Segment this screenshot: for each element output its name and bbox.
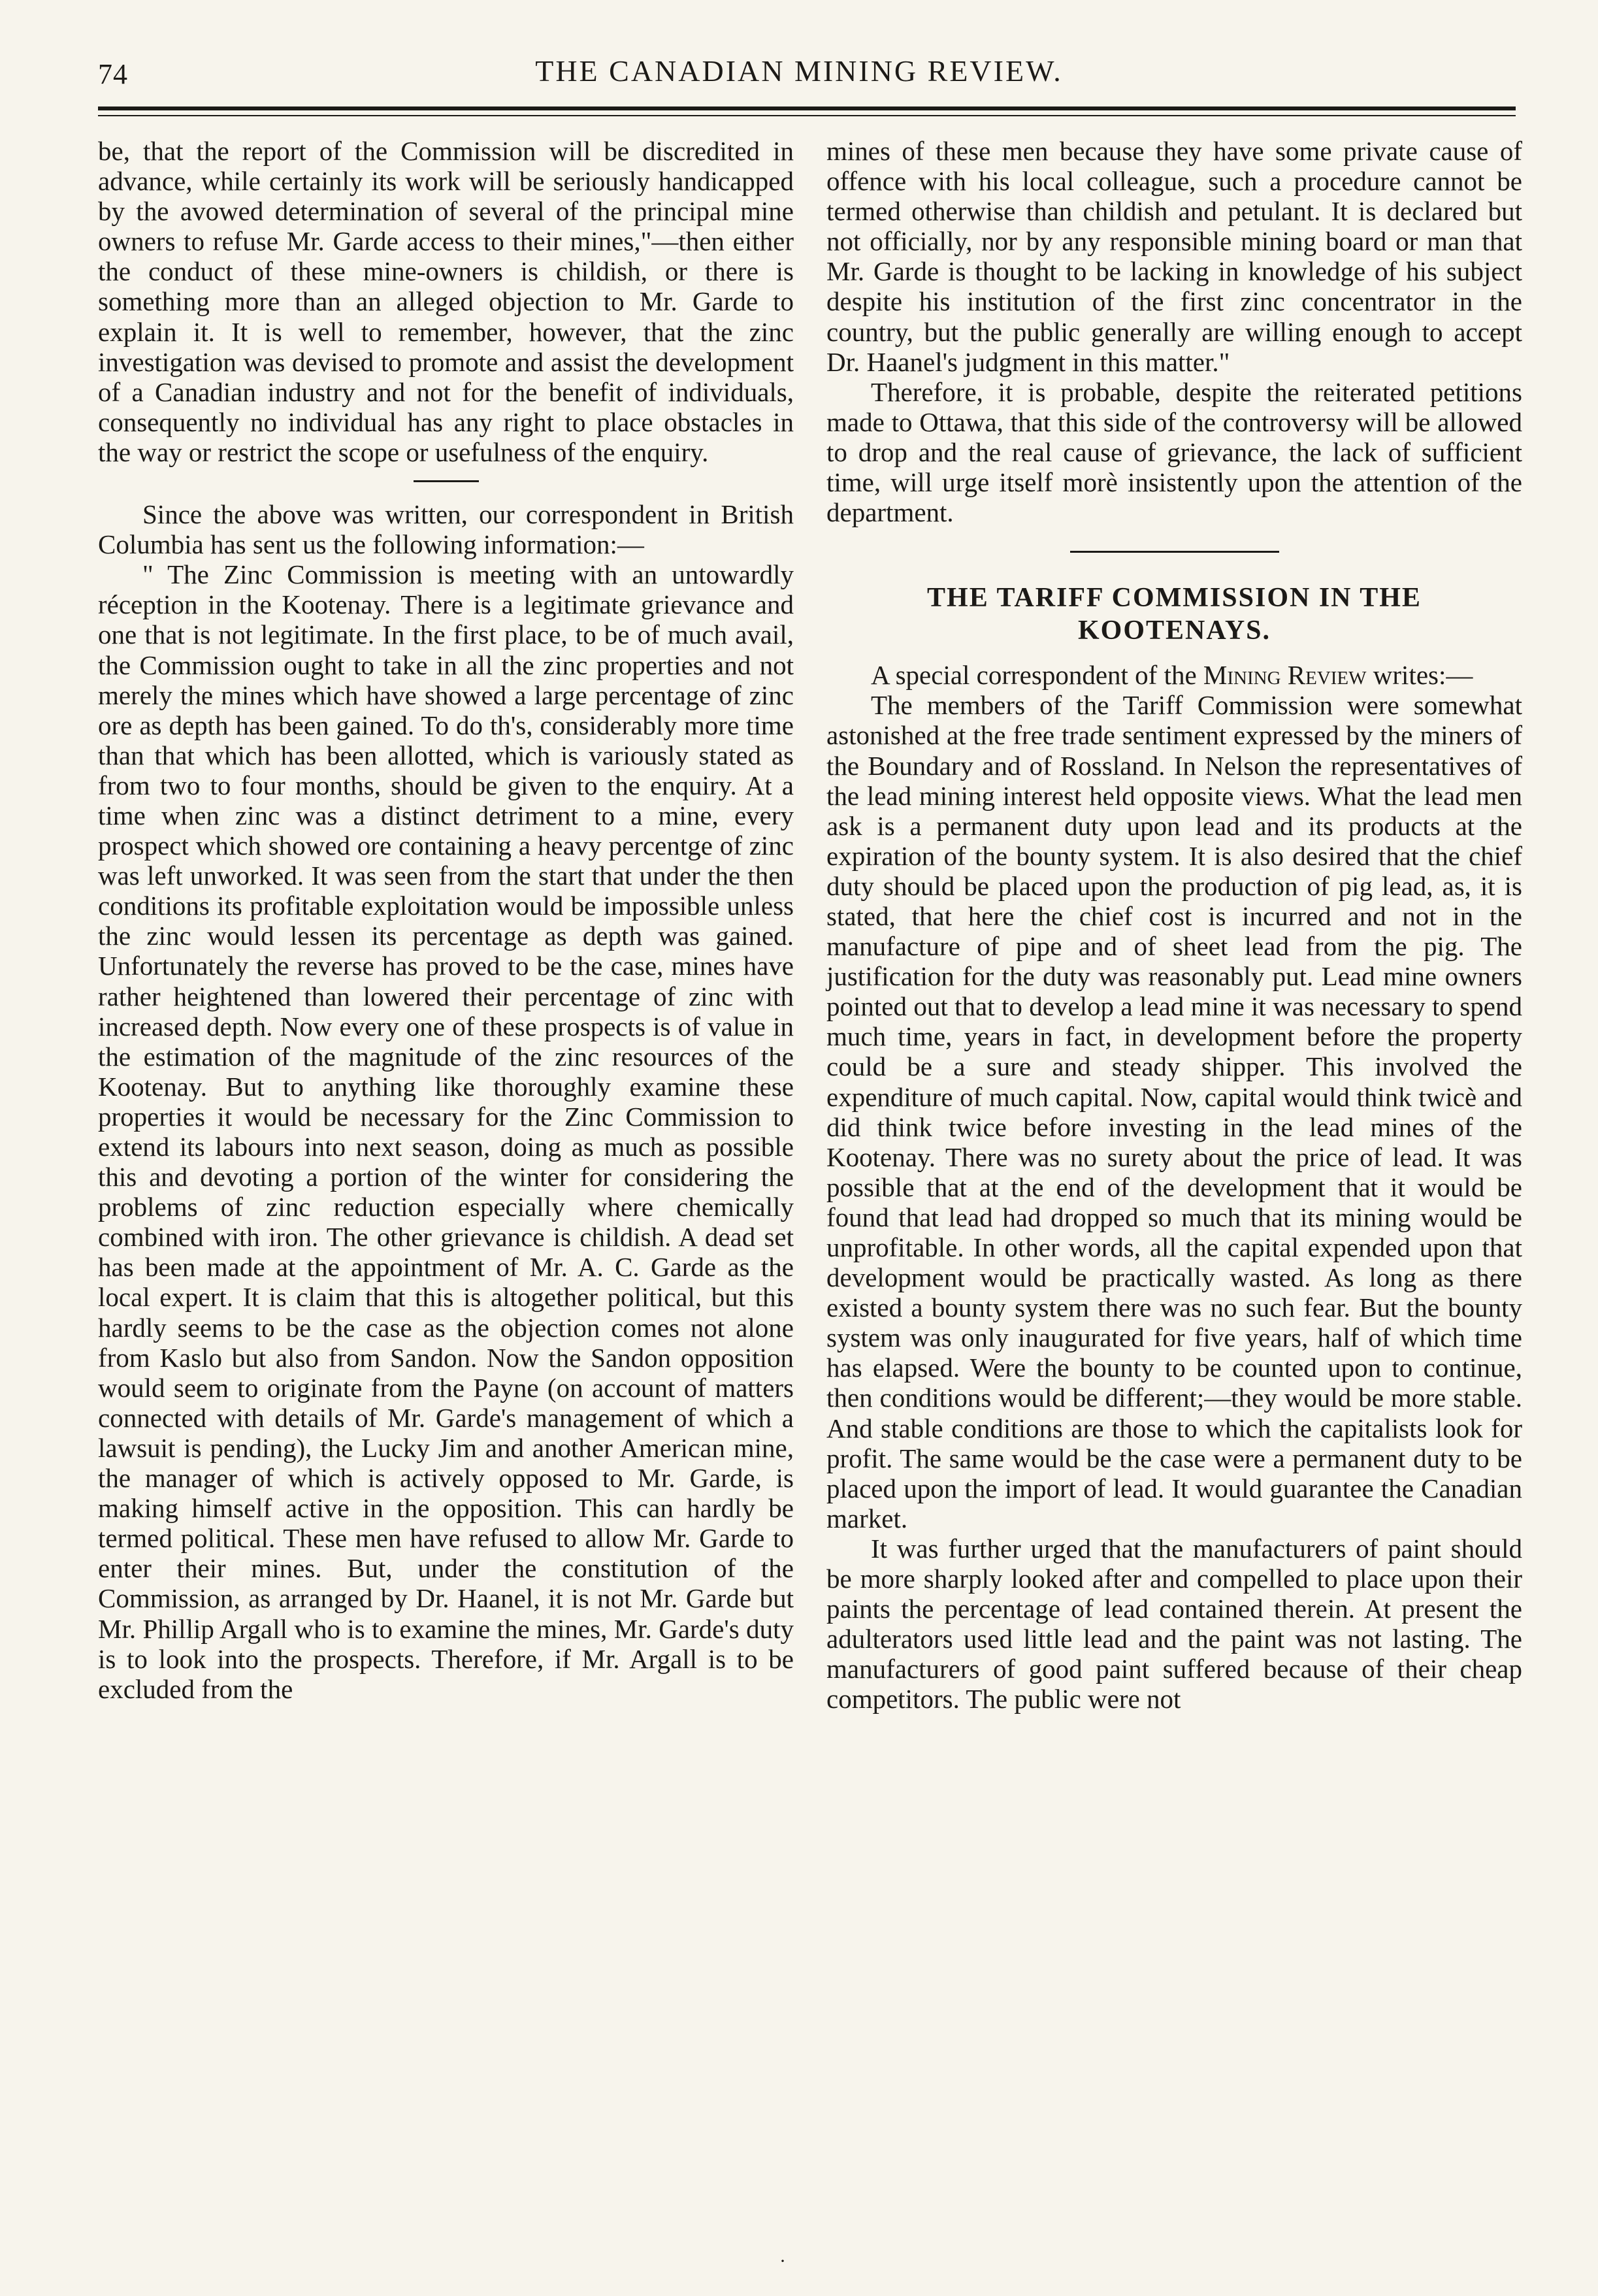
- right-column: [826, 136, 1522, 1714]
- byline-post: writes:—: [1366, 660, 1473, 691]
- article-heading-line-2: KOOTENAYS.: [1077, 615, 1271, 646]
- right-paragraph-5: It was further urged that the manufacturers of paint should be more sharply looked after and compelled to place upon their paints the percentage of lead contained therein. At present the adulterators used little lead and the paint was not lasting. The manufacturers of good paint suffered because of their cheap competitors. The public were not: [826, 1533, 1522, 1714]
- byline-paragraph: [826, 660, 1522, 690]
- article-heading: [826, 582, 1522, 647]
- left-paragraph-3-quote: " The Zinc Commission is meeting with an untowardly réception in the Kootenay. There is a legitimate grievance and one that is not legitimate. In the first place, to be of much avail, the Commission ought to take in all the zinc properties and not merely the mines which have showed a large percentage of zinc ore as depth has been gained. To do th's, considerably more time than that which has been allotted, which is variously stated as from two to four months, should be given to the enquiry. At a time when zinc was a distinct detriment to a mine, every prospect which showed ore containing a heavy percentge of zinc was left unworked. It was seen from the start that under the then conditions its profitable exploitation would be impossible unless the zinc would lessen its percentage as depth was gained. Unfortunately the reverse has proved to be the case, mines have rather heightened than lowered their percentage of zinc with increased depth. Now every one of these prospects is of value in the estimation of the magnitude of the zinc resources of the Kootenay. But to anything like thoroughly examine these properties it would be necessary for the Zinc Commission to extend its labours into next season, doing as much as possible this and devoting a portion of the winter for considering the problems of zinc reduction especially where chemically combined with iron. The other grievance is childish. A dead set has been made at the appointment of Mr. A. C. Garde as the local expert. It is claim that this is altogether political, but this hardly seems to be the case as the objection comes not alone from Kaslo but also from Sandon. Now the Sandon opposition would seem to originate from the Payne (on account of matters connected with details of Mr. Garde's management of which a lawsuit is pending), the Lucky Jim and another American mine, the manager of which is actively opposed to Mr. Garde, is making himself active in the opposition. This can hardly be termed political. These men have refused to allow Mr. Garde to enter their mines. But, under the constitution of the Commission, as arranged by Dr. Haanel, it is not Mr. Garde but Mr. Phillip Argall who is to examine the mines, Mr. Garde's duty is to look into the prospects. Therefore, if Mr. Argall is to be excluded from the: [98, 559, 794, 1704]
- article-heading-line-1: THE TARIFF COMMISSION IN THE: [927, 583, 1422, 614]
- left-paragraph-2: Since the above was written, our correspondent in British Columbia has sent us the following information:—: [98, 499, 794, 560]
- running-head: THE CANADIAN MINING REVIEW.: [535, 54, 1063, 88]
- byline-publication: Mining Review: [1203, 660, 1367, 691]
- right-paragraph-1: mines of these men because they have some private cause of offence with his local colleague, such a procedure cannot be termed otherwise than childish and petulant. It is declared but not officially, nor by any responsible mining board or man that Mr. Garde is thought to be lacking in knowledge of his subject despite his institution of the first zinc concentrator in the country, but the public generally are willing enough to accept Dr. Haanel's judgment in this matter.": [826, 136, 1522, 377]
- print-mark: ·: [779, 2250, 786, 2272]
- header-rule-thick: [98, 107, 1516, 110]
- byline-pre: A special correspondent of the: [871, 660, 1203, 691]
- right-paragraph-4: The members of the Tariff Commission were somewhat astonished at the free trade sentiment expressed by the miners of the Boundary and of Rossland. In Nelson the representatives of the lead mining interest held opposite views. What the lead men ask is a permanent duty upon lead and its products at the expiration of the bounty system. It is also desired that the chief duty should be placed upon the production of pig lead, as, it is stated, that here the chief cost is incurred and not in the manufacture of pipe and of sheet lead from the pig. The justification for the duty was reasonably put. Lead mine owners pointed out that to develop a lead mine it was necessary to spend much time, years in fact, in development before the property could be a sure and steady shipper. This involved the expenditure of much capital. Now, capital would think twicè and did think twice before investing in the lead mines of the Kootenay. There was no surety about the price of lead. It was possible that at the end of the development that it would be found that lead had dropped so much that its mining would be unprofitable. In other words, all the capital expended upon that development would be practically wasted. As long as there existed a bounty system there was no such fear. But the bounty system was only inaugurated for five years, half of which time has elapsed. Were the bounty to be counted upon to continue, then conditions would be different;—they would be more stable. And stable conditions are those to which the capitalists look for profit. The same would be the case were a permanent duty to be placed upon the import of lead. It would guarantee the Canadian market.: [826, 690, 1522, 1533]
- left-paragraph-1: be, that the report of the Commission will be discredited in advance, while certainly its work will be seriously handicapped by the avowed determination of several of the principal mine owners to refuse Mr. Garde access to their mines,"—then either the conduct of these mine-owners is childish, or there is something more than an alleged objection to Mr. Garde to explain it. It is well to remember, however, that the zinc investigation was devised to promote and assist the development of a Canadian industry and not for the benefit of individuals, consequently no individual has any right to place obstacles in the way or restrict the scope or usefulness of the enquiry.: [98, 136, 794, 467]
- article-divider: [1070, 551, 1279, 553]
- left-column: [98, 136, 794, 1704]
- right-paragraph-2: Therefore, it is probable, despite the reiterated petitions made to Ottawa, that this side of the controversy will be allowed to drop and the real cause of grievance, the lack of sufficient time, will urge itself morè insistently upon the attention of the department.: [826, 376, 1522, 528]
- header-rule-thin: [98, 115, 1516, 116]
- page-number: 74: [98, 58, 128, 90]
- section-divider-short: [414, 480, 479, 482]
